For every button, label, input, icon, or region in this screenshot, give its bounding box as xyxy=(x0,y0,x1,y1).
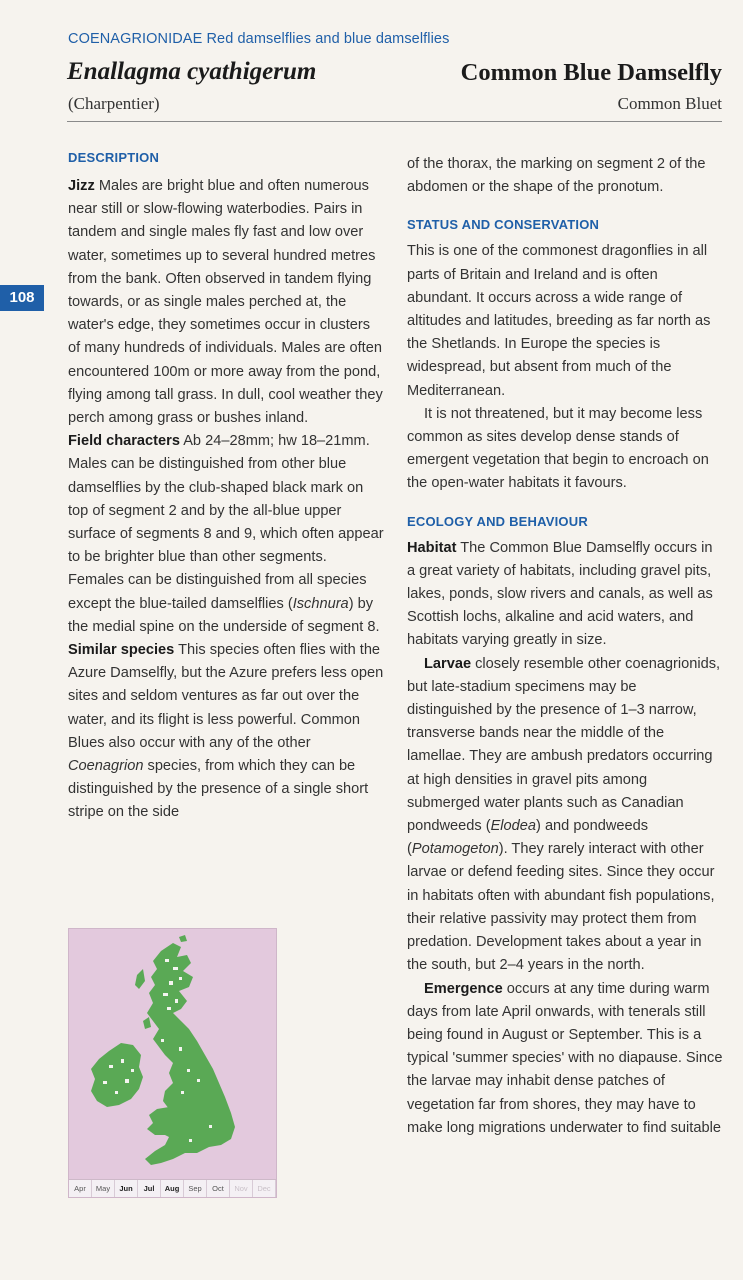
islay-shape xyxy=(143,1017,151,1029)
similar-italic: Coenagrion xyxy=(68,758,144,775)
month-oct: Oct xyxy=(207,1180,230,1197)
ireland-shape xyxy=(91,1043,143,1107)
wales-shape xyxy=(147,1107,171,1135)
orkney-shape xyxy=(179,935,187,942)
flight-period-bar xyxy=(69,1179,276,1197)
similar-species-label: Similar species xyxy=(68,642,175,659)
ecology-heading: ECOLOGY AND BEHAVIOUR xyxy=(407,513,588,529)
common-name: Common Blue Damselfly xyxy=(460,59,722,86)
field-characters-paragraph xyxy=(68,430,386,639)
emergence-label: Emergence xyxy=(424,980,503,997)
header-rule xyxy=(67,121,722,122)
left-column xyxy=(68,148,386,825)
jizz-label: Jizz xyxy=(68,178,95,194)
status-paragraph-1: This is one of the commonest dragonflies in all parts of Britain and Ireland and is often abundant. It occurs across a wide range of altitudes and latitudes, breeding as far north as the Shetlands. In Europe the species is widespread, but absent from much of the Mediterranean. xyxy=(407,243,711,399)
field-text-2: ) by the medial spine on the underside of segment 8. xyxy=(68,595,380,635)
distribution-map xyxy=(68,928,277,1198)
hebrides-shape xyxy=(135,969,145,989)
right-column xyxy=(407,153,724,1140)
month-sep: Sep xyxy=(184,1180,207,1197)
field-text-1: Ab 24–28mm; hw 18–21mm. Males can be distinguished from other blue damselflies by the club-shaped black mark on top of segment 2 and by the all-blue upper surface of segments 8 and 9, which often appear to be brighter blue than other segments. Females can be distinguished from all species except the blue-tailed damselflies ( xyxy=(68,433,384,612)
emergence-text: occurs at any time during warm days from late April onwards, with tenerals still being found in August or September. This is a typical 'summer species' with no diapause. Since the larvae may inhabit dense patches of vegetation far from shores, they may have to make long migrations underwater to find suitable xyxy=(407,980,723,1136)
similar-species-paragraph xyxy=(68,639,386,825)
larvae-paragraph xyxy=(407,653,724,978)
similar-text-2: species, from which they can be distinguished by the presence of a single short stripe on the side xyxy=(68,758,369,821)
larvae-text-3: ). They rarely interact with other larvae or defend feeding sites. Since they occur in habitats often with abundant fish populations, their relative passivity may protect them from predation. Development takes about a year in the south, but 2–4 years in the north. xyxy=(407,841,715,974)
jizz-paragraph xyxy=(68,175,386,430)
larvae-text-1: closely resemble other coenagrionids, but late-stadium specimens may be distinguished by the presence of 1–3 narrow, transverse bands near the middle of the lamellae. They are ambush predators occurring at high densities in gravel pits among submerged water plants such as Canadian pondweeds ( xyxy=(407,655,721,835)
month-nov: Nov xyxy=(230,1180,253,1197)
larvae-italic-2: Potamogeton xyxy=(411,841,499,858)
field-characters-label: Field characters xyxy=(68,433,180,450)
larvae-italic-1: Elodea xyxy=(490,818,537,835)
larvae-label: Larvae xyxy=(424,655,472,672)
page-number-tab: 108 xyxy=(0,285,44,311)
britain-ireland-map-image xyxy=(69,929,276,1179)
field-italic: Ischnura xyxy=(292,595,349,612)
jizz-text: Males are bright blue and often numerous near still or slow-flowing waterbodies. Pairs in tandem and single males fly fast and low over water, sometimes up to several hundred metres from the bank. Often observed in tandem flying towards, or as single males perched at, the water's edge, they sometimes occur in clusters of many hundreds of individuals. Males are often encountered 100m or more away from the pond, flying among tall grass. In dull, cool weather they perch among grass or bushes inland. xyxy=(68,178,383,427)
month-apr: Apr xyxy=(69,1180,92,1197)
status-paragraph-2: It is not threatened, but it may become less common as sites develop dense stands of emergent vegetation that begin to encroach on the open-water habitats it favours. xyxy=(407,405,709,492)
family-heading: COENAGRIONIDAE Red damselflies and blue damselflies xyxy=(68,31,450,47)
month-may: May xyxy=(92,1180,115,1197)
larvae-text-2: ) and pondweeds ( xyxy=(407,818,648,858)
species-author: (Charpentier) xyxy=(68,94,160,113)
status-heading: STATUS AND CONSERVATION xyxy=(407,217,600,233)
emergence-paragraph xyxy=(407,978,724,1140)
month-jul: Jul xyxy=(138,1180,161,1197)
similar-text-1: This species often flies with the Azure Damselfly, but the Azure prefers less open sites and seldom ventures as far out over the water, and its flight is less powerful. Common Blues also occur with any of the other xyxy=(68,642,384,751)
continued-paragraph: of the thorax, the marking on segment 2 of the abdomen or the shape of the pronotum. xyxy=(407,156,706,196)
habitat-text: The Common Blue Damselfly occurs in a great variety of habitats, including gravel pits, lakes, ponds, slow rivers and canals, as well as Scottish lochs, alkaline and acid waters, and habitats varying greatly in size. xyxy=(407,539,713,649)
month-jun: Jun xyxy=(115,1180,138,1197)
month-dec: Dec xyxy=(253,1180,276,1197)
description-heading: DESCRIPTION xyxy=(68,150,160,165)
latin-name: Enallagma cyathigerum xyxy=(67,58,317,85)
habitat-label: Habitat xyxy=(407,539,457,556)
habitat-paragraph xyxy=(407,537,724,653)
month-aug: Aug xyxy=(161,1180,184,1197)
alternative-name: Common Bluet xyxy=(617,94,722,113)
